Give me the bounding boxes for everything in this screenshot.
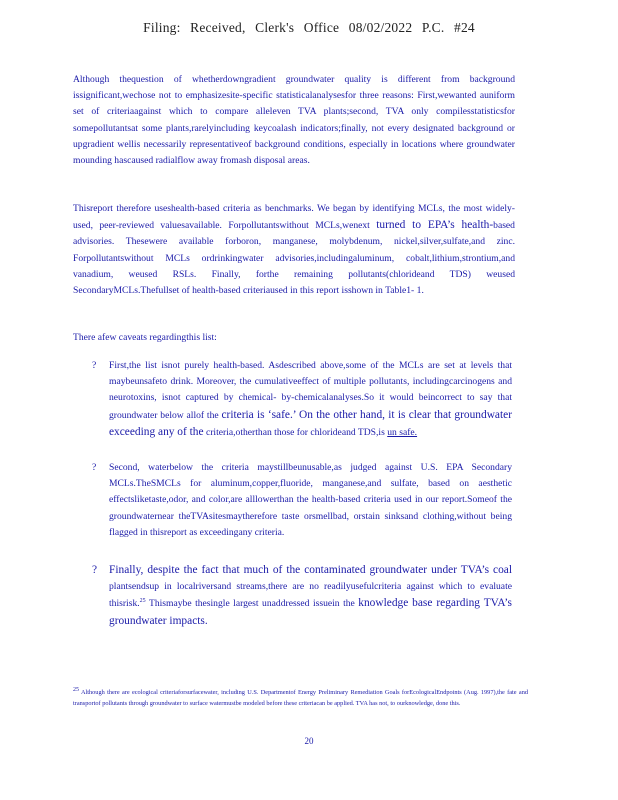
paragraph-caveats-intro: There afew caveats regardingthis list: <box>73 332 217 343</box>
caveat-text: Second, waterbelow the criteria maystillbeunusable,as judged against U.S. EPA Secondary MCLs.TheSMCLs for aluminum,copper,fluoride, manganese,and sulfate, based on aesthetic effectsliketaste,odor, and color,are alllowerthan the health-based criteria used in our report.Someof the groundwaternear theTVAsitesmaytherefore taste orsmellbad, orstain sinksand clothing,without being flagged in thisreport as exceedingany criteria. <box>109 462 512 538</box>
caveat-item-third <box>92 562 512 630</box>
caveat-text-emphasis: knowledge base regarding TVA’s groundwater impacts. <box>109 597 512 627</box>
bullet-mark: ? <box>92 462 97 473</box>
caveat-item-first <box>92 358 512 441</box>
caveat-item-second <box>92 460 512 541</box>
paragraph-criteria-part-3: based advisories. Thesewere available forboron, manganese, molybdenum, nickel,silver,sulfate,and zinc. Forpollutantswithout MCLs ordrinkingwater advisories,includingaluminum, cobalt,lithium,strontium,and vanadium, weused RSLs. Finally, forthe remaining pollutants(chlorideand TDS) weused SecondaryMCLs.Thefullset of health-based criteriaused in this report isshown in Table1- 1. <box>73 220 515 297</box>
caveat-text-emphasis: criteria is ‘safe.’ On the other hand, it is clear that groundwater exceeding any of the <box>109 408 512 438</box>
bullet-mark: ? <box>92 360 97 371</box>
page-number: 20 <box>304 736 314 746</box>
caveat-text-part: First,the list isnot purely health-based. Asdescribed above,some of the MCLs are set at levels that maybeunsafeto drink. Moreover, the cumulativeeffect of multiple pollutants, includingcarcinogens and neurotoxins, isnot captured by chemical- by-chemicalanalyses.So it would beincorrect to say that groundwater below allof the <box>109 360 512 421</box>
filing-header: Filing: Received, Clerk's Office 08/02/2022 P.C. #24 <box>143 20 475 35</box>
paragraph-criteria-part-1: Thisreport therefore useshealth-based criteria as benchmarks. We began by identifying MCLs, the most widely-used, peer-reviewed valuesavailable. Forpollutantswithout MCLs,wenext <box>73 203 515 232</box>
caveat-text-emphasis: Finally, despite the fact that much of the contaminated groundwater under TVA’s coal <box>109 564 512 576</box>
caveat-text-part: plantsendsup in localriversand streams,there are no readilyusefulcriteria against which to evaluate thisrisk. <box>109 581 512 610</box>
bullet-mark: ? <box>92 564 98 576</box>
footnote-reference: 25 <box>139 598 146 605</box>
caveat-underlined-word: un safe. <box>387 426 418 438</box>
caveat-text-part: criteria,otherthan those for chlorideand TDS,is <box>203 426 388 438</box>
caveat-text <box>109 562 512 630</box>
footnote <box>73 688 528 709</box>
caveat-text-part: Thismaybe thesingle largest unaddressed issuein the <box>145 598 359 610</box>
footnote-number: 25 <box>73 686 79 693</box>
caveat-text <box>109 358 512 441</box>
paragraph-criteria <box>73 201 515 299</box>
footnote-text: Although there are ecological criteriaforsurfacewater, including U.S. Departmentof Energy Preliminary Remediation Goals forEcologicalEndpoints (Aug. 1997),the fate and transportof pollutants through groundwater to surface watermustbe modeled before these criteriacan be applied. TVA has not, to ourknowledge, done this. <box>73 689 528 707</box>
paragraph-methodology: Although thequestion of whetherdowngradient groundwater quality is different from background issignificant,wechose not to emphasizesite-specific statisticalanalysesfor three reasons: First,wewanted auniform set of criteriaagainst which to compare alleleven TVA plants;second, TVA only compilesstatisticsfor somepollutantsat some plants,rarelyincluding keycoalash indicators;finally, not every designated background or upgradient wellis necessarily representativeof background conditions, especially in locations where groundwater mounding hascaused radialflow away fromash disposal areas. <box>73 74 515 167</box>
paragraph-criteria-part-2: turned to EPA’s health- <box>376 219 494 232</box>
